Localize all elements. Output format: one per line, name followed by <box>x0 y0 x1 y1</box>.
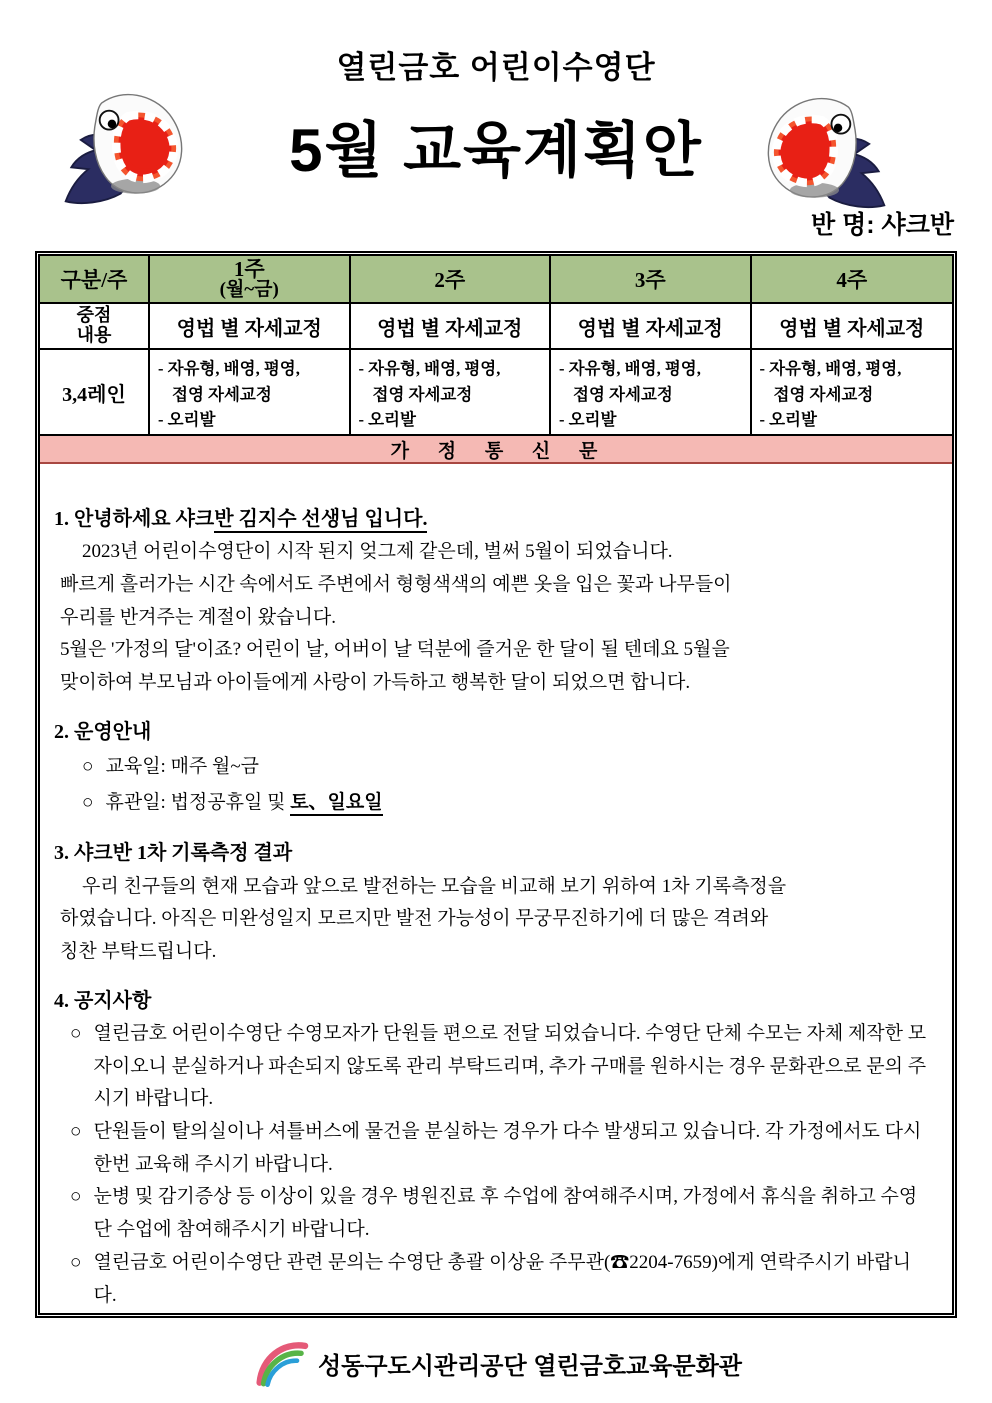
home-newsletter-banner: 가 정 통 신 문 <box>40 436 952 464</box>
lane-row-label: 3,4레인 <box>40 350 150 436</box>
section-1-heading: 1. 안녕하세요 샤크반 김지수 선생님 입니다. <box>54 502 928 536</box>
section-operation <box>54 715 928 822</box>
focus-cell-week4: 영법 별 자세교정 <box>752 304 953 350</box>
notice-item: ○ 눈병 및 감기증상 등 이상이 있을 경우 병원진료 후 수업에 참여해주시며, 가정에서 휴식을 취하고 수영단 수업에 참여해주시기 바랍니다. <box>54 1181 928 1246</box>
circle-bullet: ○ <box>70 1251 82 1273</box>
operation-days: ○ 교육일: 매주 월~금 <box>54 749 928 785</box>
section-2-heading: 2. 운영안내 <box>54 720 152 743</box>
circle-bullet: ○ <box>70 1186 82 1208</box>
week-4-header: 4주 <box>752 256 953 304</box>
section-greeting: 1. 안녕하세요 샤크반 김지수 선생님 입니다. 2023년 어린이수영단이 시작 된지 엊그제 같은데, 벌써 5월이 되었습니다. 빠르게 흘러가는 시간 속에서도 주변에서 형형색색의 예쁜 옷을 입은 꽃과 나무들이 우리를 반겨주는 계절이 왔습니다. 5월은 '가정의 달'이죠? 어린이 날, 어버이 날 덕분에 즐거운 한 달이 될 텐데요 5월을 맞이하여 부모님과 아이들에게 사랑이 가득하고 행복한 달이 되었으면 합니다. <box>54 502 928 700</box>
focus-cell-week1: 영법 별 자세교정 <box>150 304 351 350</box>
lane-cell-week2: - 자유형, 배영, 평영, 접영 자세교정 - 오리발 <box>351 350 552 436</box>
table-corner-header: 구분/주 <box>40 256 150 304</box>
focus-row-label: 중점 내용 <box>40 304 150 350</box>
notice-item: ○ 단원들이 탈의실이나 셔틀버스에 물건을 분실하는 경우가 다수 발생되고 있습니다. 각 가정에서도 다시 한번 교육해 주시기 바랍니다. <box>54 1116 928 1181</box>
rainbow-arc-icon <box>250 1337 314 1389</box>
notice-item: ○ 열린금호 어린이수영단 관련 문의는 수영단 총괄 이상윤 주무관(☎2204-7659)에게 연락주시기 바랍니다. <box>54 1247 928 1312</box>
closed-days: ○ 휴관일: 법정공휴일 및 토、일요일 <box>54 785 928 821</box>
class-name-label: 반 명: 샤크반 <box>811 211 954 239</box>
plan-table <box>35 251 957 1318</box>
section-record-results: 3. 샤크반 1차 기록측정 결과 우리 친구들의 현재 모습과 앞으로 발전하는 모습을 비교해 보기 위하여 1차 기록측정을 하였습니다. 아직은 미완성일지 모르지만 발전 가능성이 무궁무진하기에 더 많은 격려와 칭찬 부탁드립니다. <box>54 836 928 968</box>
circle-bullet: ○ <box>82 756 94 778</box>
section-3-heading: 3. 샤크반 1차 기록측정 결과 <box>54 842 293 865</box>
page-title: 5월 교육계획안 <box>289 117 703 184</box>
week-2-header: 2주 <box>351 256 552 304</box>
circle-bullet: ○ <box>70 1121 82 1143</box>
circle-bullet: ○ <box>70 1023 82 1045</box>
notice-item: ○ 열린금호 어린이수영단 수영모자가 단원들 편으로 전달 되었습니다. 수영단 단체 수모는 자체 제작한 모자이오니 분실하거나 파손되지 않도록 관리 부탁드리며, 추가 구매를 원하시는 경우 문화관으로 문의 주시기 바랍니다. <box>54 1018 928 1116</box>
section-4-heading: 4. 공지사항 <box>54 989 152 1012</box>
lane-cell-week1: - 자유형, 배영, 평영, 접영 자세교정 - 오리발 <box>150 350 351 436</box>
shark-icon <box>746 92 898 210</box>
org-subtitle: 열린금호 어린이수영단 <box>336 50 656 85</box>
focus-cell-week3: 영법 별 자세교정 <box>551 304 752 350</box>
week-1-header: 1주 (월~금) <box>150 256 351 304</box>
lane-cell-week4: - 자유형, 배영, 평영, 접영 자세교정 - 오리발 <box>752 350 953 436</box>
footer-org-name: 성동구도시관리공단 열린금호교육문화관 <box>318 1352 742 1380</box>
shark-icon <box>52 88 204 206</box>
footer <box>0 1337 992 1389</box>
week-3-header: 3주 <box>551 256 752 304</box>
section-notices <box>54 984 928 1312</box>
lane-cell-week3: - 자유형, 배영, 평영, 접영 자세교정 - 오리발 <box>551 350 752 436</box>
circle-bullet: ○ <box>82 792 94 814</box>
newsletter-body <box>40 464 952 1313</box>
focus-cell-week2: 영법 별 자세교정 <box>351 304 552 350</box>
